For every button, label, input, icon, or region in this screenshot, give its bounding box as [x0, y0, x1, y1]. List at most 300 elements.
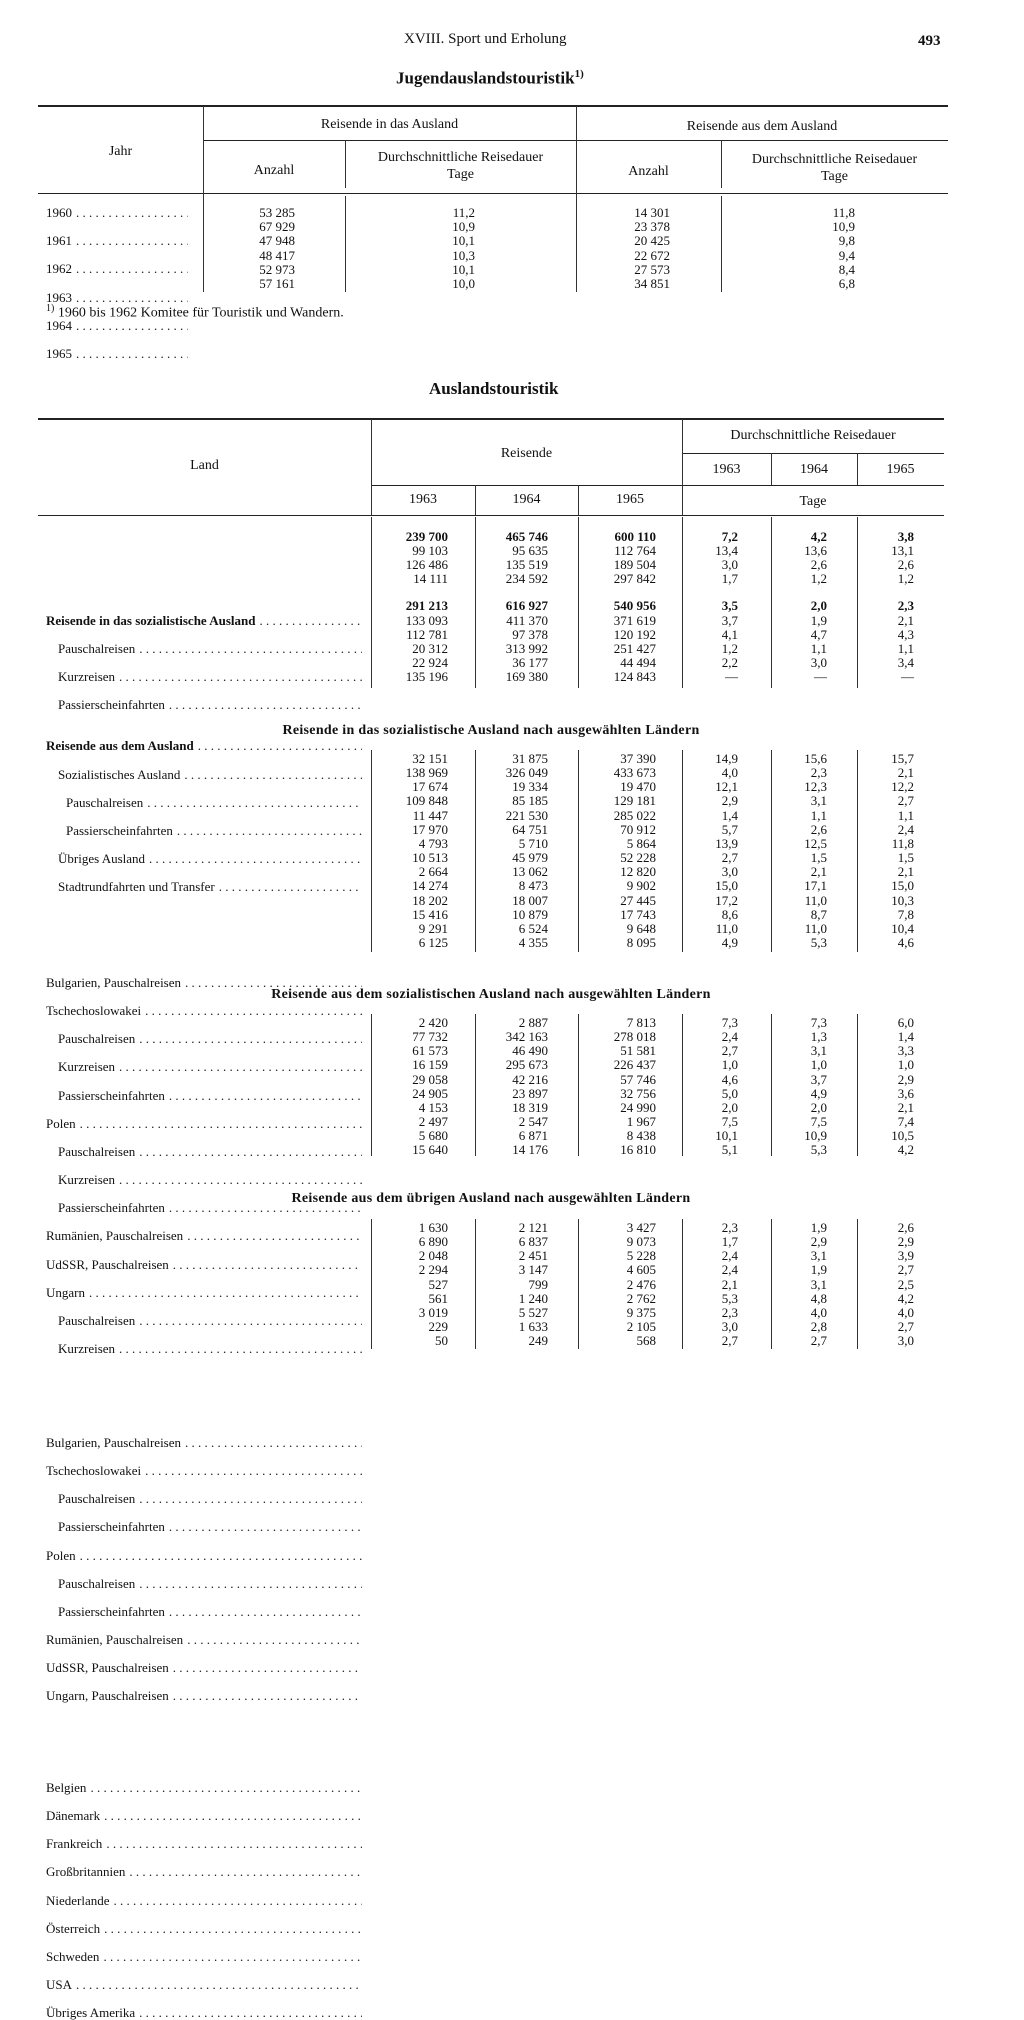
cell-aus-anzahl: 20 425	[634, 233, 670, 249]
row-value: 226 437	[613, 1057, 656, 1073]
row-value: 1,5	[810, 850, 827, 866]
row-value: 7,5	[810, 1114, 827, 1130]
col-anzahl-in: Anzahl	[253, 163, 295, 178]
group-in: Reisende in das Ausland	[320, 117, 459, 132]
row-value: 2,0	[721, 1099, 738, 1115]
row-value: 15,6	[804, 751, 827, 766]
col-land: Land	[190, 458, 219, 473]
col-r-1963: 1963	[409, 492, 437, 507]
row-value: 234 592	[505, 571, 548, 587]
col-anzahl-aus: Anzahl	[628, 164, 669, 179]
row-label: Übriges Amerika . . .	[46, 2006, 362, 2020]
row-value: 11,0	[804, 920, 827, 936]
row-label: Passierscheinfahrten . . .	[58, 1089, 362, 1103]
row-label: Passierscheinfahrten . . .	[58, 1520, 362, 1534]
row-value: 4 355	[518, 934, 548, 950]
row-value: 2,4	[721, 1262, 738, 1278]
row-value: 3,1	[810, 1248, 827, 1264]
row-value: 342 163	[505, 1029, 548, 1045]
row-value: 13,6	[804, 543, 827, 559]
cell-in-anzahl: 48 417	[259, 247, 295, 263]
jugend-top-rule	[38, 105, 948, 107]
row-value: 8 095	[626, 934, 656, 950]
row-value: 1,2	[897, 571, 914, 587]
row-value: 5,3	[810, 934, 827, 950]
row-value: 18 202	[412, 892, 448, 908]
row-value: 2,4	[897, 821, 914, 837]
cell-aus-dauer: 11,8	[832, 205, 855, 220]
row-value: 3 147	[518, 1262, 548, 1278]
row-value: 112 781	[406, 626, 448, 642]
row-value: 2 048	[418, 1248, 448, 1264]
row-value: 3,9	[897, 1248, 914, 1264]
row-value: 1 633	[518, 1319, 548, 1335]
row-label: Kurzreisen . . .	[58, 1060, 362, 1074]
row-value: 3,3	[897, 1043, 914, 1059]
row-value: 17 674	[412, 779, 448, 795]
row-value: 20 312	[412, 640, 448, 656]
row-value: 371 619	[613, 612, 656, 628]
cell-aus-anzahl: 14 301	[634, 205, 670, 220]
row-value: 2,9	[897, 1234, 914, 1250]
row-value: 295 673	[505, 1057, 548, 1073]
row-value: 5,7	[721, 821, 738, 837]
cell-in-dauer: 10,1	[452, 261, 475, 277]
row-value: 249	[528, 1333, 548, 1349]
row-value: 4 153	[418, 1099, 448, 1115]
row-value: 4,1	[721, 626, 738, 642]
row-value: 51 581	[620, 1043, 656, 1059]
row-value: 11,0	[804, 892, 827, 908]
row-value: 14,9	[715, 751, 738, 766]
col-r-1964: 1964	[512, 492, 541, 507]
row-value: 3,7	[810, 1071, 827, 1087]
jugend-row-year: 1962 . . .	[46, 262, 188, 276]
cell-in-dauer: 11,2	[452, 205, 475, 220]
row-value: 16 810	[620, 1142, 656, 1158]
row-value: 7,3	[810, 1015, 827, 1030]
col-d-1963: 1963	[712, 462, 741, 477]
jugend-row-year: 1961 . . .	[46, 234, 188, 248]
row-value: 4,0	[810, 1304, 827, 1320]
row-label: Kurzreisen . . .	[58, 1173, 362, 1187]
row-value: 19 334	[512, 779, 548, 795]
row-label: Pauschalreisen . . .	[58, 1032, 362, 1046]
row-value: 4,0	[897, 1304, 914, 1320]
row-value: 3,4	[897, 654, 914, 670]
row-value: 4,7	[810, 626, 827, 642]
row-value: 2 887	[518, 1015, 548, 1030]
row-value: 5 228	[626, 1248, 656, 1264]
row-value: 23 897	[512, 1085, 548, 1101]
row-label: Stadtrundfahrten und Transfer . . .	[58, 880, 362, 894]
row-value: 6,0	[897, 1015, 914, 1030]
row-value: 12,5	[804, 835, 827, 851]
footnote: $^{1)}$ 1960 bis 1962 Komitee für Touristik und Wandern.	[46, 303, 344, 321]
jugend-row-year: 1960 . . .	[46, 206, 188, 220]
row-value: 11,0	[715, 920, 738, 936]
row-value: 2,6	[810, 821, 827, 837]
row-label: Übriges Ausland . . .	[58, 852, 362, 866]
col-d-1965: 1965	[886, 462, 915, 477]
sec-aus-ueb-title: Reisende aus dem übrigen Ausland nach ausgewählten Ländern	[291, 1191, 691, 1206]
col-reisende: Reisende	[500, 446, 553, 461]
row-value: 9 073	[626, 1234, 656, 1250]
row-value: 7,4	[897, 1114, 914, 1130]
cell-in-anzahl: 53 285	[259, 205, 295, 220]
row-value: 4 605	[626, 1262, 656, 1278]
row-label: Pauschalreisen . . .	[58, 1145, 362, 1159]
cell-aus-dauer: 9,8	[838, 233, 855, 249]
cell-in-dauer: 10,1	[452, 233, 475, 249]
row-value: 2 105	[626, 1319, 656, 1335]
row-value: 4,2	[897, 1142, 914, 1158]
row-value: 13,1	[891, 543, 914, 559]
row-value: 1,4	[721, 807, 738, 823]
row-value: 2 420	[418, 1015, 448, 1030]
row-label: Ungarn, Pauschalreisen . . .	[46, 1689, 362, 1703]
row-value: 297 842	[613, 571, 656, 587]
row-value: 5,3	[721, 1290, 738, 1306]
row-value: 12 820	[620, 864, 656, 880]
row-value: 95 635	[512, 543, 548, 559]
row-value: 3,0	[721, 557, 738, 573]
row-value: 2,4	[721, 1248, 738, 1264]
sec-aus-soz-title: Reisende aus dem sozialistischen Ausland nach ausgewählten Ländern	[271, 987, 711, 1002]
row-value: 11 447	[412, 807, 448, 823]
row-value: 2,1	[721, 1276, 738, 1292]
row-label: Passierscheinfahrten . . .	[58, 1201, 362, 1215]
row-label: Reisende aus dem Ausland . . .	[46, 739, 362, 753]
row-value: 189 504	[613, 557, 656, 573]
row-value: 2,7	[897, 793, 914, 809]
row-value: 2,8	[810, 1319, 827, 1335]
row-value: 6 871	[518, 1128, 548, 1144]
row-value: 12,2	[891, 779, 914, 795]
row-value: 10,3	[891, 892, 914, 908]
row-label: Sozialistisches Ausland . . .	[58, 768, 362, 782]
row-value: 2,1	[810, 864, 827, 880]
row-value: 13,4	[715, 543, 738, 559]
row-value: 221 530	[505, 807, 548, 823]
row-value: 4,0	[721, 765, 738, 781]
row-value: 6 890	[418, 1234, 448, 1250]
row-value: 1,7	[721, 571, 738, 587]
row-value: 326 049	[505, 765, 548, 781]
row-value: 229	[428, 1319, 448, 1335]
row-value: 8,6	[721, 906, 738, 922]
cell-aus-anzahl: 27 573	[634, 261, 670, 277]
row-value: 2,3	[810, 765, 827, 781]
row-value: 10 513	[412, 850, 448, 866]
row-value: 9 375	[626, 1304, 656, 1320]
row-label: Pauschalreisen . . .	[58, 1314, 362, 1328]
cell-in-dauer: 10,0	[452, 276, 475, 291]
row-value: 3,5	[721, 598, 738, 614]
row-value: 3,8	[897, 529, 914, 544]
row-value: 568	[636, 1333, 656, 1349]
row-value: 2 664	[418, 864, 448, 880]
row-label: Tschechoslowakei . . .	[46, 1464, 362, 1478]
row-value: 124 843	[613, 668, 656, 684]
row-value: 2,3	[721, 1220, 738, 1235]
row-value: 14 176	[512, 1142, 548, 1158]
row-value: 13 062	[512, 864, 548, 880]
row-label: Polen . . .	[46, 1549, 362, 1563]
jugend-row-year: 1963 . . .	[46, 291, 188, 305]
row-value: 36 177	[512, 654, 548, 670]
row-value: 2,1	[897, 864, 914, 880]
row-label: Pauschalreisen . . .	[58, 1492, 362, 1506]
row-value: 7,5	[721, 1114, 738, 1130]
jugend-head-rule	[38, 193, 948, 194]
row-value: 5 527	[518, 1304, 548, 1320]
row-label: Bulgarien, Pauschalreisen . . .	[46, 1436, 362, 1450]
row-value: 411 370	[506, 612, 548, 628]
row-value: 6 837	[518, 1234, 548, 1250]
row-value: 1,1	[810, 807, 827, 823]
row-label: Pauschalreisen . . .	[58, 642, 362, 656]
row-value: 3,0	[721, 1319, 738, 1335]
sec-in-title: Reisende in das sozialistische Ausland nach ausgewählten Ländern	[282, 723, 700, 738]
row-value: 32 151	[412, 751, 448, 766]
row-value: 3 019	[418, 1304, 448, 1320]
row-value: 10,9	[804, 1128, 827, 1144]
row-value: 61 573	[412, 1043, 448, 1059]
row-value: 50	[435, 1333, 448, 1349]
row-value: 291 213	[405, 598, 448, 614]
col-dauer-aus: Durchschnittliche Reisedauer Tage	[751, 152, 918, 184]
row-value: 2 497	[418, 1114, 448, 1130]
row-value: 4,9	[810, 1085, 827, 1101]
col-jahr: Jahr	[108, 144, 133, 159]
row-value: 5,3	[810, 1142, 827, 1158]
row-value: 313 992	[505, 640, 548, 656]
cell-in-anzahl: 57 161	[259, 276, 295, 291]
row-value: 2,7	[897, 1262, 914, 1278]
row-value: 45 979	[512, 850, 548, 866]
row-value: 2,7	[721, 1043, 738, 1059]
row-value: 1,1	[897, 807, 914, 823]
row-label: Ungarn . . .	[46, 1286, 362, 1300]
cell-aus-anzahl: 34 851	[634, 276, 670, 291]
row-value: 465 746	[505, 529, 548, 544]
row-label: Österreich . . .	[46, 1922, 362, 1936]
row-value: 120 192	[613, 626, 656, 642]
row-value: 1 240	[518, 1290, 548, 1306]
row-label: Niederlande . . .	[46, 1894, 362, 1908]
row-value: 12,1	[715, 779, 738, 795]
row-value: 27 445	[620, 892, 656, 908]
row-value: 3,1	[810, 1276, 827, 1292]
row-value: 4 793	[418, 835, 448, 851]
row-value: 2 451	[518, 1248, 548, 1264]
row-label: Passierscheinfahrten . . .	[58, 1605, 362, 1619]
col-r-1965: 1965	[616, 492, 644, 507]
row-value: 1,1	[897, 640, 914, 656]
page-number: 493	[918, 33, 941, 49]
row-value: 133 093	[405, 612, 448, 628]
row-value: 7 813	[626, 1015, 656, 1030]
row-value: —	[814, 668, 827, 684]
row-value: 37 390	[620, 751, 656, 766]
row-value: 29 058	[412, 1071, 448, 1087]
row-value: 239 700	[405, 529, 448, 544]
row-value: 4,9	[721, 934, 738, 950]
row-value: 64 751	[512, 821, 548, 837]
row-value: 5 680	[418, 1128, 448, 1144]
row-value: 2,7	[810, 1333, 827, 1349]
row-value: 1 630	[418, 1220, 448, 1235]
row-value: 9 902	[626, 878, 656, 894]
row-value: 540 956	[613, 598, 656, 614]
row-value: 2,6	[810, 557, 827, 573]
row-value: 10 879	[512, 906, 548, 922]
row-value: 18 007	[512, 892, 548, 908]
row-value: 2,0	[810, 1099, 827, 1115]
row-value: 4,6	[897, 934, 914, 950]
chapter-heading: XVIII. Sport und Erholung	[404, 31, 567, 47]
row-value: 1,0	[721, 1057, 738, 1073]
row-label: Rumänien, Pauschalreisen . . .	[46, 1633, 362, 1647]
row-value: 169 380	[505, 668, 548, 684]
ausland-title: Auslandstouristik	[429, 379, 559, 398]
row-value: 15 416	[412, 906, 448, 922]
row-value: 4,2	[897, 1290, 914, 1306]
row-value: 109 848	[405, 793, 448, 809]
row-value: 3 427	[626, 1220, 656, 1235]
row-value: 2,1	[897, 612, 914, 628]
row-value: 22 924	[412, 654, 448, 670]
row-value: 4,2	[810, 529, 827, 544]
row-value: 1,7	[721, 1234, 738, 1250]
row-value: 10,5	[891, 1128, 914, 1144]
row-value: 5,1	[721, 1142, 738, 1158]
row-value: 278 018	[613, 1029, 656, 1045]
row-value: 3,0	[897, 1333, 914, 1349]
row-value: 3,6	[897, 1085, 914, 1101]
row-value: 1 967	[626, 1114, 656, 1130]
row-value: 135 196	[405, 668, 448, 684]
row-label: Dänemark . . .	[46, 1809, 362, 1823]
row-label: Polen . . .	[46, 1117, 362, 1131]
row-label: Großbritannien . . .	[46, 1865, 362, 1879]
row-value: 7,3	[721, 1015, 738, 1030]
row-label: Pauschalreisen . . .	[66, 796, 362, 810]
row-value: 1,3	[810, 1029, 827, 1045]
cell-in-anzahl: 67 929	[259, 219, 295, 235]
row-value: 2 547	[518, 1114, 548, 1130]
row-value: 17 970	[412, 821, 448, 837]
row-label: Bulgarien, Pauschalreisen . . .	[46, 976, 362, 990]
row-value: 799	[528, 1276, 548, 1292]
row-value: 14 274	[412, 878, 448, 894]
cell-aus-anzahl: 23 378	[634, 219, 670, 235]
jugend-title: Jugendauslandstouristik$^{1)}$	[396, 68, 584, 88]
row-value: 42 216	[512, 1071, 548, 1087]
row-value: 3,0	[810, 654, 827, 670]
row-value: 2,6	[897, 1220, 914, 1235]
row-value: 15,0	[715, 878, 738, 894]
row-value: 17,2	[715, 892, 738, 908]
row-value: 17,1	[804, 878, 827, 894]
row-value: 32 756	[620, 1085, 656, 1101]
row-value: 3,0	[721, 864, 738, 880]
row-value: 616 927	[505, 598, 548, 614]
row-value: 3,1	[810, 1043, 827, 1059]
row-value: 44 494	[620, 654, 656, 670]
row-value: 1,2	[810, 571, 827, 587]
row-label: Schweden . . .	[46, 1950, 362, 1964]
row-label: UdSSR, Pauschalreisen . . .	[46, 1258, 362, 1272]
row-value: 2 476	[626, 1276, 656, 1292]
row-value: 433 673	[613, 765, 656, 781]
cell-aus-dauer: 6,8	[838, 276, 855, 291]
row-label: USA . . .	[46, 1978, 362, 1992]
row-value: 1,2	[721, 640, 738, 656]
jugend-row-year: 1965 . . .	[46, 347, 188, 361]
cell-in-anzahl: 47 948	[259, 233, 295, 249]
row-value: 2,1	[897, 1099, 914, 1115]
row-value: 1,5	[897, 850, 914, 866]
row-value: 1,9	[810, 1262, 827, 1278]
group-aus: Reisende aus dem Ausland	[686, 119, 838, 134]
row-value: 2 121	[518, 1220, 548, 1235]
col-dauer: Durchschnittliche Reisedauer	[730, 428, 896, 443]
row-value: 138 969	[405, 765, 448, 781]
row-value: 129 181	[613, 793, 656, 809]
row-value: 8 438	[626, 1128, 656, 1144]
row-value: 4,8	[810, 1290, 827, 1306]
cell-aus-dauer: 10,9	[832, 219, 855, 235]
row-value: 8 473	[518, 878, 548, 894]
row-value: 2,6	[897, 557, 914, 573]
row-label: Pauschalreisen . . .	[58, 1577, 362, 1591]
row-value: 2,9	[721, 793, 738, 809]
row-value: 16 159	[412, 1057, 448, 1073]
cell-in-anzahl: 52 973	[259, 261, 295, 277]
row-value: 600 110	[614, 529, 656, 544]
row-value: 99 103	[412, 543, 448, 559]
row-value: 5,0	[721, 1085, 738, 1101]
row-value: 5 710	[518, 835, 548, 851]
row-value: 9 648	[626, 920, 656, 936]
row-label: Passierscheinfahrten . . .	[58, 698, 362, 712]
row-value: 2,2	[721, 654, 738, 670]
row-value: 2,1	[897, 765, 914, 781]
row-value: 5 864	[626, 835, 656, 851]
row-value: 135 519	[505, 557, 548, 573]
row-value: 10,4	[891, 920, 914, 936]
row-value: 2,9	[810, 1234, 827, 1250]
col-d-1964: 1964	[800, 462, 828, 477]
row-value: 6 125	[418, 934, 448, 950]
row-value: 2,7	[721, 1333, 738, 1349]
cell-in-dauer: 10,3	[452, 247, 475, 263]
row-value: 2 294	[418, 1262, 448, 1278]
row-label: Belgien . . .	[46, 1781, 362, 1795]
row-value: 18 319	[512, 1099, 548, 1115]
row-label: Frankreich . . .	[46, 1837, 362, 1851]
row-value: 2,9	[897, 1071, 914, 1087]
row-value: 8,7	[810, 906, 827, 922]
row-value: 14 111	[413, 571, 448, 587]
row-value: 15 640	[412, 1142, 448, 1158]
row-value: 1,9	[810, 1220, 827, 1235]
row-value: 17 743	[620, 906, 656, 922]
row-value: 85 185	[512, 793, 548, 809]
row-value: 1,9	[810, 612, 827, 628]
